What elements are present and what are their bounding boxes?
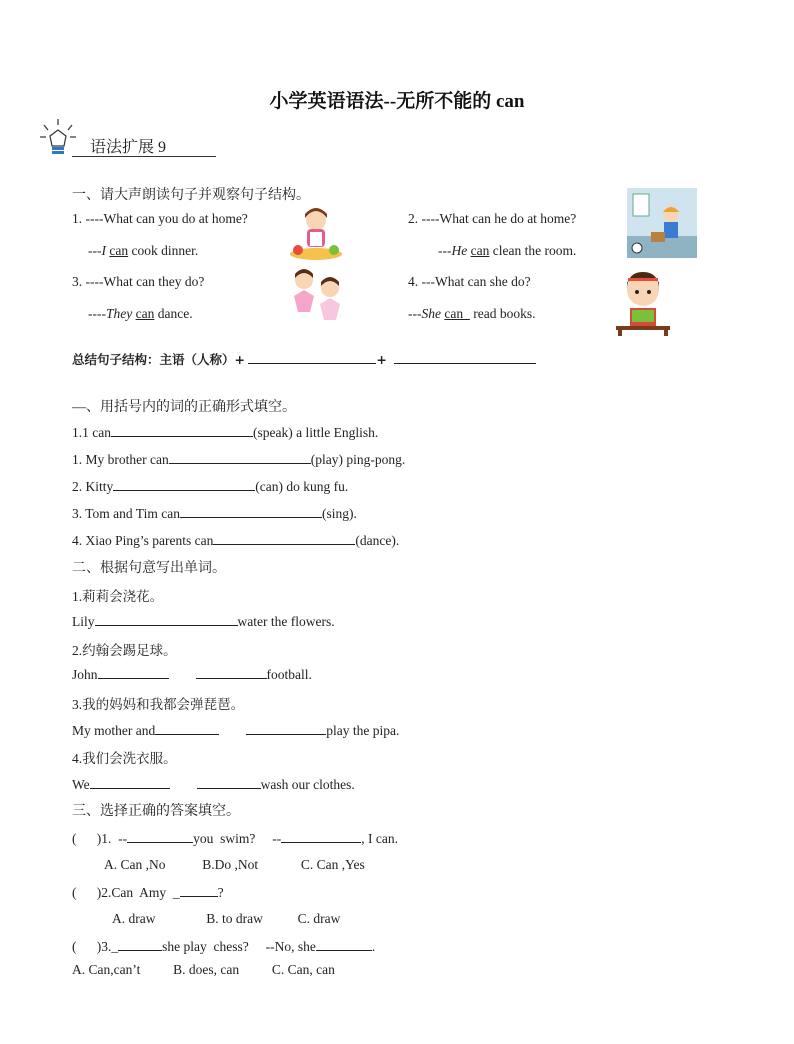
section4-heading: 三、选择正确的答案填空。 xyxy=(72,804,240,819)
s2-item-2: 1. My brother can (play) ping-pong. xyxy=(72,452,406,467)
s4-q3-option-b[interactable]: B. does, can xyxy=(173,962,240,977)
s2-item-1: 1.1 can (speak) a little English. xyxy=(72,425,379,440)
section1-heading: 一、请大声朗读句子并观察句子结构。 xyxy=(72,188,310,203)
s1-a3: ----They can dance. xyxy=(88,306,193,321)
s4-q2: ( )2.Can Amy _ ? xyxy=(72,885,224,900)
s3-blank-3b[interactable] xyxy=(246,722,326,735)
s4-q3: ( )3._ she play chess? --No, she . xyxy=(72,939,376,954)
s4-q2-option-b[interactable]: B. to draw xyxy=(206,911,263,926)
s1-a1: ---I can cook dinner. xyxy=(88,243,199,258)
summary-blank-2[interactable] xyxy=(394,351,536,364)
s4-q2-option-c[interactable]: C. draw xyxy=(297,911,341,926)
s3-cn-3: 3.我的妈妈和我都会弹琵琶。 xyxy=(72,697,245,712)
s4-q1-option-c[interactable]: C. Can ,Yes xyxy=(300,857,365,872)
s4-q1: ( )1. -- you swim? -- , I can. xyxy=(72,831,398,846)
section3-heading: 二、根据句意写出单词。 xyxy=(72,561,226,576)
s3-blank-4a[interactable] xyxy=(90,776,170,789)
s3-blank-4b[interactable] xyxy=(197,776,261,789)
s4-blank-3a[interactable] xyxy=(118,938,162,951)
s3-cn-4: 4.我们会洗衣服。 xyxy=(72,751,177,766)
boy-cleaning-image xyxy=(627,188,697,258)
s4-q3-option-c[interactable]: C. Can, can xyxy=(271,962,335,977)
page-title: 小学英语语法--无所不能的 can xyxy=(269,91,525,112)
s2-item-5: 4. Xiao Ping’s parents can (dance). xyxy=(72,533,400,548)
s3-en-3: My mother and play the pipa. xyxy=(72,723,400,738)
s3-cn-2: 2.约翰会踢足球。 xyxy=(72,643,177,658)
section2-heading: —、用括号内的词的正确形式填空。 xyxy=(72,400,296,415)
s3-blank-2b[interactable] xyxy=(196,666,267,679)
s4-q3-option-a[interactable]: A. Can,can’t xyxy=(72,962,141,977)
s4-q2-options xyxy=(112,911,340,927)
s3-en-4: We wash our clothes. xyxy=(72,777,355,792)
girl-reading-image xyxy=(612,270,674,336)
s2-blank-4[interactable] xyxy=(180,505,322,518)
s4-blank-1a[interactable] xyxy=(127,830,193,843)
girl-cooking-image xyxy=(288,204,344,260)
s2-item-3: 2. Kitty (can) do kung fu. xyxy=(72,479,349,494)
s4-q1-option-b[interactable]: B.Do ,Not xyxy=(202,857,259,872)
s2-item-4: 3. Tom and Tim can (sing). xyxy=(72,506,357,521)
s3-cn-1: 1.莉莉会浇花。 xyxy=(72,589,164,604)
girls-dancing-image xyxy=(286,266,348,324)
s3-en-2: John football. xyxy=(72,667,312,682)
s1-q1: 1. ----What can you do at home? xyxy=(72,211,248,226)
s1-a2: ---He can clean the room. xyxy=(438,243,577,258)
header-label: 语法扩展 9 xyxy=(90,139,167,156)
s4-q1-option-a[interactable]: A. Can ,No xyxy=(104,857,166,872)
s2-blank-1[interactable] xyxy=(111,424,253,437)
s2-blank-5[interactable] xyxy=(213,532,355,545)
s4-blank-1b[interactable] xyxy=(281,830,361,843)
s4-q1-options xyxy=(104,857,365,873)
s1-a4: ---She can read books. xyxy=(408,306,536,321)
s3-en-1: Lily water the flowers. xyxy=(72,614,335,629)
s1-q2: 2. ----What can he do at home? xyxy=(408,211,577,226)
summary-blank-1[interactable] xyxy=(248,351,376,364)
s3-blank-1[interactable] xyxy=(95,613,238,626)
s3-blank-3a[interactable] xyxy=(155,722,219,735)
s1-q3: 3. ----What can they do? xyxy=(72,274,205,289)
s3-blank-2a[interactable] xyxy=(98,666,169,679)
s4-q2-option-a[interactable]: A. draw xyxy=(112,911,156,926)
s2-blank-3[interactable] xyxy=(113,478,255,491)
section-header xyxy=(72,130,216,157)
s4-q3-options xyxy=(72,962,335,978)
s4-blank-3b[interactable] xyxy=(316,938,372,951)
s2-blank-2[interactable] xyxy=(169,451,311,464)
s4-blank-2[interactable] xyxy=(180,884,218,897)
s1-q4: 4. ---What can she do? xyxy=(408,274,531,289)
summary-line: 总结句子结构：主语（人称）+ + xyxy=(72,350,536,368)
